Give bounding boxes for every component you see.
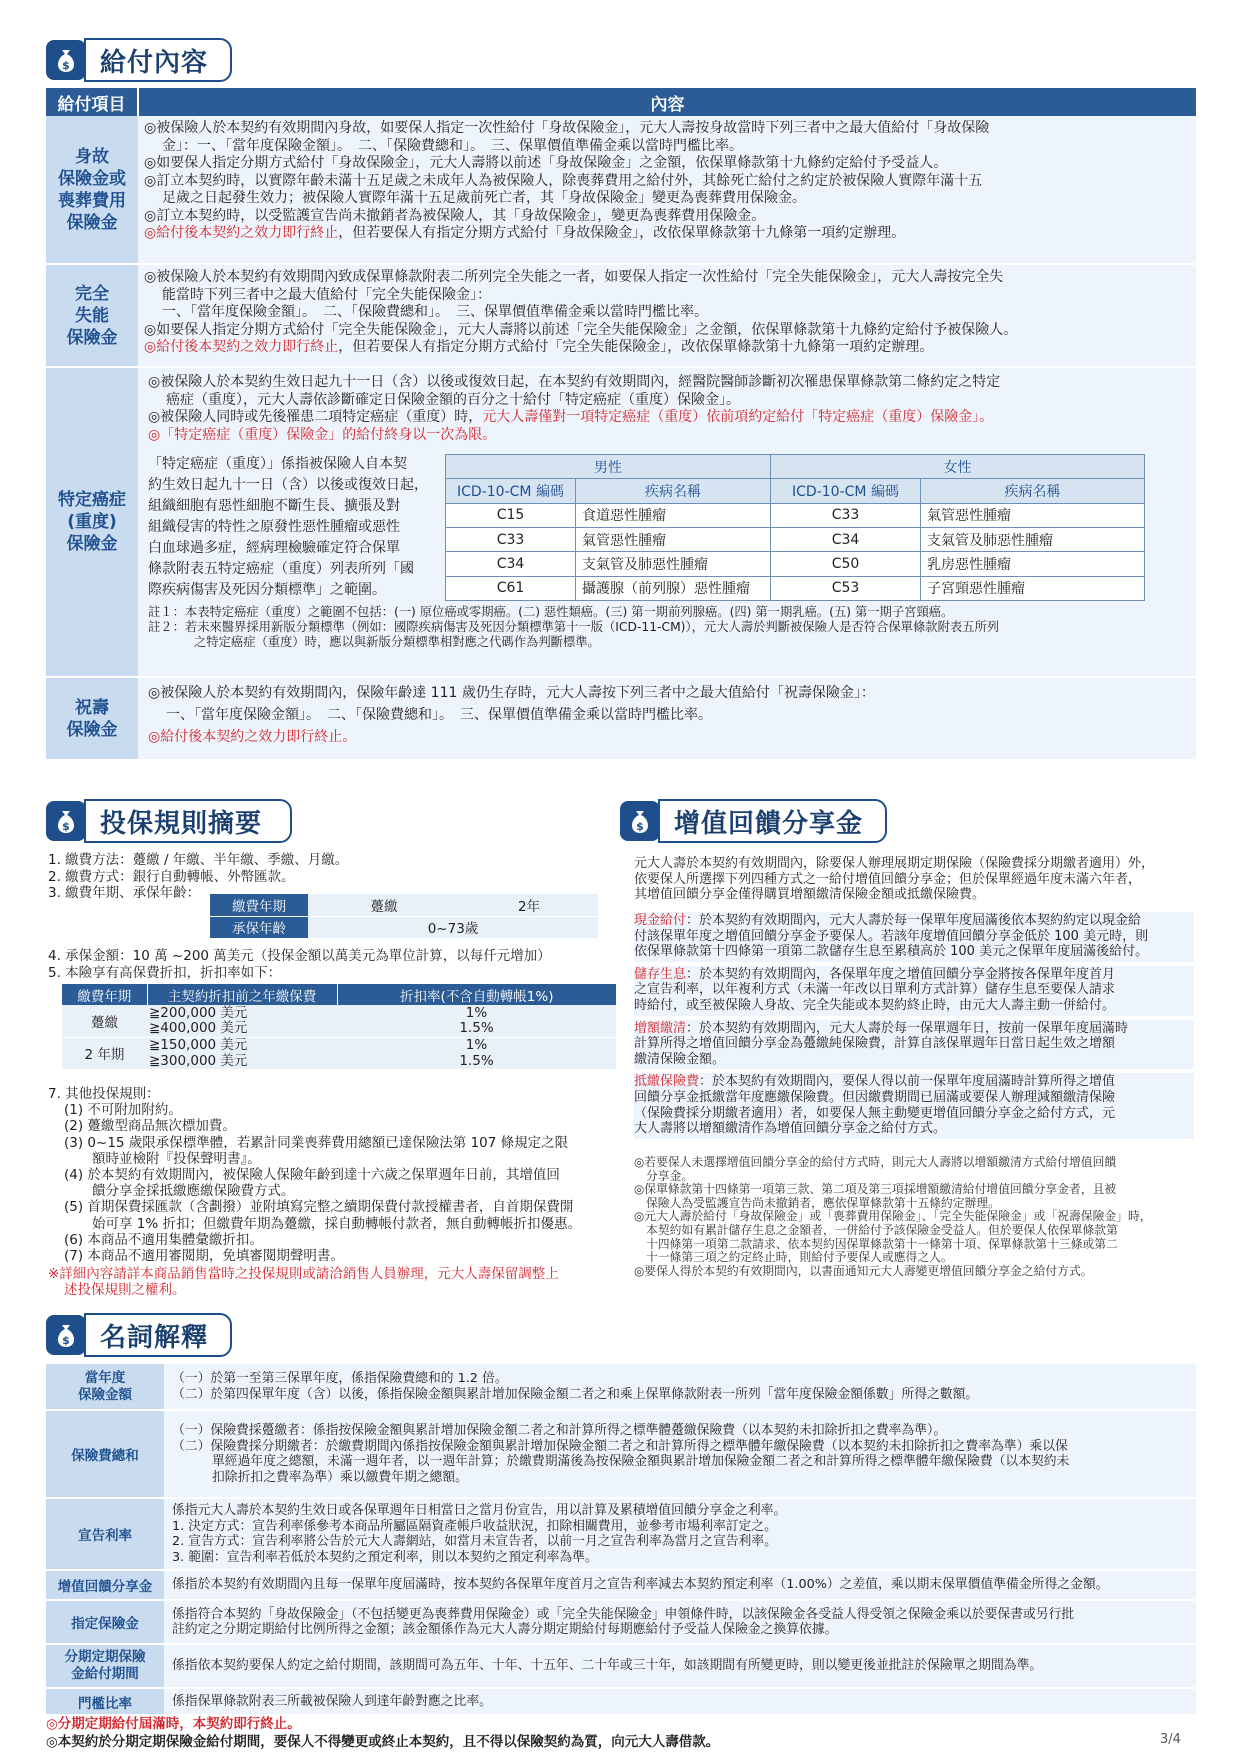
content-cancer: ◎被保險人於本契約生效日起九十一日（含）以後或復效日起，在本契約有效期間內，經醫院醫師診斷初次罹患保單條款第二條約定之特定 癌症（重度），元大人壽依診斷確定日保險金額的百分之十給付「特定癌症（重度）保險金」。 ◎被保險人同時或先後罹患二項特定癌症（重度）時，元大人壽僅對一項特定癌症（重度）依前項約定給付「特定癌症（重度）保險金」。 ◎「特定癌症（重度）保險金」的給付終身以一次為限。 「特定癌症（重度）」係指被保險人自本契 約生效日起九十一日（含）以後或復效日起， 組織細胞有惡性細胞不斷生長、擴張及對 組織侵害的特性之原發性惡性腫瘤或惡性 白血球過多症，經病理檢驗確定符合保單 條款附表五特定癌症（重度）列表所列「國 際疾病傷害及死因分類標準」之範圍。 男性 女性 ICD-10-CM 編碼 疾病名稱 ICD-10-CM 編碼 疾病名稱 C15 食道惡性腫瘤 C33 氣管惡性腫瘤 C33 氣管惡性腫瘤 C34 支氣管及肺惡性腫瘤 C34 支氣管及肺惡性腫瘤 C50 乳房惡性腫瘤 C61 攝護腺（前列腺）惡性腫瘤 C53 子宮頸惡性腫瘤 註１：本表特定癌症（重度）之範圍不包括：(一) 原位癌或零期癌。(二) 惡性類癌。(三) 第一期前列腺癌。(四) 第一期乳癌。(五) 第一期子宮頸癌。 註２：若未來醫界採用新版分類標準（例如：國際疾病傷害及死因分類標準第十一版（ICD-11-CM)），元大人壽於判斷被保險人是否符合保單條款附表五所列 之特定癌症（重度）時，應以與新版分類標準相對應之代碼作為判斷標準。 <box>138 367 1196 677</box>
rules-items-2: 4. 承保金額：10 萬 ~200 萬美元（投保金額以萬美元為單位計算，以每仟元增加） 5. 本險享有高保費折扣，折扣率如下： <box>48 948 551 981</box>
glossary-row: 指定保險金 係指符合本契約「身故保險金」（不包括變更為喪葬費用保險金）或「完全失能保險金」申領條件時，以該保險金各受益人得受領之保險金乘以於要保書或另行批 註約定之分期定期給付比例所得之金額；該金額係作為元大人壽分期定期給付每期應給付予受益人保險金之換算依據。 <box>46 1600 1196 1644</box>
glossary-table <box>46 1364 1196 1714</box>
male-header: 男性 <box>446 455 771 479</box>
icd-header-female: ICD-10-CM 編碼 <box>771 479 921 503</box>
svg-text:$: $ <box>62 820 70 833</box>
female-header: 女性 <box>771 455 1145 479</box>
label-longevity: 祝壽 保險金 <box>46 677 138 759</box>
cancer-definition-block <box>148 454 1190 601</box>
svg-text:$: $ <box>62 59 70 72</box>
content-death: ◎被保險人於本契約有效期間內身故，如要保人指定一次性給付「身故保險金」，元大人壽按身故當時下列三者中之最大值給付「身故保險 金」：一、「當年度保險金額」。 二、「保險費總和」。 三、保單價值準備金乘以當時門檻比率。 ◎如要保人指定分期方式給付「身故保險金」，元大人壽將以前述「身故保險金」之金額，依保單條款第十九條約定給付予受益人。 ◎訂立本契約時，以實際年齡未滿十五足歲之未成年人為被保險人，除喪葬費用之給付外，其餘死亡給付之約定於被保險人實際年滿十五 足歲之日起發生效力；被保險人實際年滿十五足歲前死亡者，其「身故保險金」變更為喪葬費用保險金。 ◎訂立本契約時，以受監護宣告尚未撤銷者為被保險人，其「身故保險金」，變更為喪葬費用保險金。 ◎給付後本契約之效力即行終止，但若要保人有指定分期方式給付「身故保險金」，改依保單條款第十九條第一項約定辦理。 <box>138 116 1196 264</box>
rules-other: 7. 其他投保規則： (1) 不可附加附約。 (2) 躉繳型商品無次標加費。 (3) 0~15 歲限承保標準體，若累計同業喪葬費用總額已達保險法第 107 條規定之限 額時並檢附『投保聲明書』。 (4) 於本契約有效期間內，被保險人保險年齡到達十六歲之保單週年日前，其增值回 饋分享金採抵繳應繳保險費方式。 (5) 首期保費採匯款（含劃撥）並附填寫完整之續期保費付款授權書者，自首期保費開 始可享 1% 折扣；但繳費年期為躉繳，採自動轉帳付款者，無自動轉帳折扣優惠。 (6) 本商品不適用集體彙繳折扣。 (7) 本商品不適用審閱期，免填審閱期聲明書。 ※詳細內容請詳本商品銷售當時之投保規則或請洽銷售人員辦理，元大人壽保留調整上 述投保規則之權利。 <box>48 1086 581 1299</box>
dividend-notes: ◎若要保人未選擇增值回饋分享金的給付方式時，則元大人壽將以增額繳清方式給付增值回饋 分享金。 ◎保單條款第十四條第一項第三款、第二項及第三項採增額繳清給付增值回饋分享金者，且被 保險人為受監護宣告尚未撤銷者，應依保單條款第十五條約定辦理。 ◎元大人壽於給付「身故保險金」或「喪葬費用保險金」、「完全失能保險金」或「祝壽保險金」時， 本契約如有累計儲存生息之金額者，一併給付予該保險金受益人。但於要保人依保單條款第 十四條第一項第二款請求、依本契約因保單條款第十一條第十項、保單條款第十三條或第二 十一條第三項之約定終止時，則給付予要保人或應得之人。 ◎要保人得於本契約有效期間內，以書面通知元大人壽變更增值回饋分享金之給付方式。 <box>634 1155 1152 1278</box>
benefits-table <box>46 88 1196 759</box>
disease-header-female: 疾病名稱 <box>921 479 1145 503</box>
table-row: C34 支氣管及肺惡性腫瘤 C50 乳房惡性腫瘤 <box>446 552 1145 576</box>
table-row: ≧300,000 美元 1.5% <box>62 1053 616 1069</box>
icd-header-male: ICD-10-CM 編碼 <box>446 479 576 503</box>
money-bag-icon <box>46 801 86 841</box>
table-row: 躉繳 ≧200,000 美元 1% <box>62 1005 616 1021</box>
dividend-option-cash: 現金給付：於本契約有效期間內，元大人壽於每一保單年度屆滿後依本契約約定以現金給 付該保單年度之增值回饋分享金予要保人。若該年度增值回饋分享金低於 100 美元時，則 依保單條款第十四條第一項第二款儲存生息至累積高於 100 美元之保單年度屆滿後給付。 <box>634 912 1194 962</box>
glossary-row: 分期定期保險 金給付期間 係指依本契約要保人約定之給付期間，該期間可為五年、十年、十五年、二十年或三十年，如該期間有所變更時，則以變更後並批註於保險單之期間為準。 <box>46 1644 1196 1688</box>
dividend-option-paidup: 增額繳清：於本契約有效期間內，元大人壽於每一保單週年日，按前一保單年度屆滿時 計算所得之增值回饋分享金為躉繳純保險費，計算自該保單週年日當日起生效之增額 繳清保險金額。 <box>634 1020 1194 1070</box>
svg-text:$: $ <box>636 820 644 833</box>
rules-title: 投保規則摘要 <box>84 799 292 843</box>
term-table: 繳費年期 躉繳 2年 承保年齡 0~73歲 <box>210 894 598 938</box>
label-disability: 完全 失能 保險金 <box>46 264 138 367</box>
footer-note-2: ◎本契約於分期定期保險金給付期間，要保人不得變更或終止本契約，且不得以保險契約為質，向元大人壽借款。 <box>46 1734 720 1750</box>
money-bag-icon <box>46 40 86 80</box>
label-death: 身故 保險金或 喪葬費用 保險金 <box>46 116 138 264</box>
rules-items: 1. 繳費方法：躉繳 / 年繳、半年繳、季繳、月繳。 2. 繳費方式：銀行自動轉帳、外幣匯款。 3. 繳費年期、承保年齡： <box>48 852 349 901</box>
cancer-icd-table <box>445 454 1145 601</box>
glossary-row: 宣告利率 係指元大人壽於本契約生效日或各保單週年日相當日之當月份宣告，用以計算及累積增值回饋分享金之利率。 1. 決定方式：宣告利率係參考本商品所屬區隔資產帳戶收益狀況，扣除相關費用，並參考市場利率訂定之。 2. 宣告方式：宣告利率將公告於元大人壽網站，如當月未宣告者，以前一月之宣告利率為當月之宣告利率。 3. 範圍：宣告利率若低於本契約之預定利率，則以本契約之預定利率為準。 <box>46 1498 1196 1570</box>
cancer-notes: 註１：本表特定癌症（重度）之範圍不包括：(一) 原位癌或零期癌。(二) 惡性類癌。(三) 第一期前列腺癌。(四) 第一期乳癌。(五) 第一期子宮頸癌。 註２：若未來醫界採用新版分類標準（例如：國際疾病傷害及死因分類標準第十一版（ICD-11-CM)），元大人壽於判斷被保險人是否符合保單條款附表五所列 之特定癌症（重度）時，應以與新版分類標準相對應之代碼作為判斷標準。 <box>148 605 1000 649</box>
dividend-option-premium-offset: 抵繳保險費：於本契約有效期間內，要保人得以前一保單年度屆滿時計算所得之增值 回饋分享金抵繳當年度應繳保險費。但因繳費期間已屆滿或要保人辦理減額繳清保險 （保險費採分期繳者適用）者，如要保人無主動變更增值回饋分享金之給付方式，元 大人壽將以增額繳清作為增值回饋分享金之給付方式。 <box>634 1073 1194 1138</box>
content-longevity: ◎被保險人於本契約有效期間內，保險年齡達 111 歲仍生存時，元大人壽按下列三者中之最大值給付「祝壽保險金」： 一、「當年度保險金額」。 二、「保險費總和」。 三、保單價值準備金乘以當時門檻比率。 ◎給付後本契約之效力即行終止。 <box>138 677 1196 759</box>
benefits-header <box>46 38 232 82</box>
money-bag-icon <box>46 1315 86 1355</box>
table-row: C61 攝護腺（前列腺）惡性腫瘤 C53 子宮頸惡性腫瘤 <box>446 576 1145 600</box>
table-row: ≧400,000 美元 1.5% <box>62 1021 616 1037</box>
glossary-title: 名詞解釋 <box>84 1313 232 1357</box>
footer-note-1: ◎分期定期給付屆滿時，本契約即行終止。 <box>46 1716 301 1732</box>
svg-text:$: $ <box>62 1334 70 1347</box>
table-row: C15 食道惡性腫瘤 C33 氣管惡性腫瘤 <box>446 503 1145 527</box>
dividend-intro: 元大人壽於本契約有效期間內，除要保人辦理展期定期保險（保險費採分期繳者適用）外， 依要保人所選擇下列四種方式之一給付增值回饋分享金；但於保單經過年度未滿六年者， 其增值回饋分享金僅得購買增額繳清保險金額或抵繳保險費。 <box>634 856 1155 903</box>
content-disability: ◎被保險人於本契約有效期間內致成保單條款附表二所列完全失能之一者，如要保人指定一次性給付「完全失能保險金」，元大人壽按完全失 能當時下列三者中之最大值給付「完全失能保險金」： 一、「當年度保險金額」。 二、「保險費總和」。 三、保單價值準備金乘以當時門檻比率。 ◎如要保人指定分期方式給付「完全失能保險金」，元大人壽將以前述「完全失能保險金」之金額，依保單條款第十九條約定給付予被保險人。 ◎給付後本契約之效力即行終止，但若要保人有指定分期方式給付「完全失能保險金」，改依保單條款第十九條第一項約定辦理。 <box>138 264 1196 367</box>
glossary-row: 當年度 保險金額 （一）於第一至第三保單年度，係指保險費總和的 1.2 倍。 （二）於第四保單年度（含）以後，係指保險金額與累計增加保險金額二者之和乘上保單條款附表一所列「當年度保險金額係數」所得之數額。 <box>46 1364 1196 1410</box>
glossary-row: 保險費總和 （一）保險費採躉繳者：係指按保險金額與累計增加保險金額二者之和計算所得之標準體躉繳保險費（以本契約未扣除折扣之費率為準）。 （二）保險費採分期繳者：於繳費期間內係指按保險金額與累計增加保險金額二者之和計算所得之標準體年繳保險費（以本契約未扣除折扣之費率為準）乘以保 單經過年度之總額，未滿一週年者，以一週年計算；於繳費期滿後為按保險金額與累計增加保險金額二者之和計算所得之標準體年繳保險費（以本契約未 扣除折扣之費率為準）乘以繳費年期之總額。 <box>46 1410 1196 1498</box>
col-item-header: 給付項目 <box>46 88 138 116</box>
dividend-option-savings: 儲存生息：於本契約有效期間內，各保單年度之增值回饋分享金將按各保單年度首月 之宣告利率，以年複利方式（未滿一年改以日單利方式計算）儲存生息至要保人請求 時給付，或至被保險人身故、完全失能或本契約終止時，由元大人壽主動一併給付。 <box>634 966 1194 1016</box>
glossary-row: 增值回饋分享金 係指於本契約有效期間內且每一保單年度屆滿時，按本契約各保單年度首月之宣告利率減去本契約預定利率（1.00%）之差值，乘以期末保單價值準備金所得之金額。 <box>46 1570 1196 1600</box>
dividend-header <box>620 799 887 843</box>
glossary-header <box>46 1313 232 1357</box>
col-content-header: 內容 <box>138 88 1196 116</box>
table-row: C33 氣管惡性腫瘤 C34 支氣管及肺惡性腫瘤 <box>446 527 1145 551</box>
glossary-row: 門檻比率 係指保單條款附表三所載被保險人到達年齡對應之比率。 <box>46 1688 1196 1714</box>
label-cancer: 特定癌症 (重度) 保險金 <box>46 367 138 677</box>
cancer-definition: 「特定癌症（重度）」係指被保險人自本契 約生效日起九十一日（含）以後或復效日起， 組織細胞有惡性細胞不斷生長、擴張及對 組織侵害的特性之原發性惡性腫瘤或惡性 白血球過多症，經病理檢驗確定符合保單 條款附表五特定癌症（重度）列表所列「國 際疾病傷害及死因分類標準」之範圍。 <box>148 456 428 598</box>
benefits-title: 給付內容 <box>84 38 232 82</box>
dividend-title: 增值回饋分享金 <box>658 799 887 843</box>
page-number: 3/4 <box>1160 1732 1181 1747</box>
discount-table: 繳費年期 主契約折扣前之年繳保費 折扣率(不含自動轉帳1%) 躉繳 ≧200,000 美元 1% ≧400,000 美元 1.5% 2 年期 ≧150,000 美元 1% ≧300,000 美元 1.5% <box>62 984 616 1069</box>
table-row: 2 年期 ≧150,000 美元 1% <box>62 1037 616 1053</box>
dividend-options <box>634 912 1194 1139</box>
money-bag-icon <box>620 801 660 841</box>
disease-header-male: 疾病名稱 <box>576 479 771 503</box>
rules-header <box>46 799 292 843</box>
